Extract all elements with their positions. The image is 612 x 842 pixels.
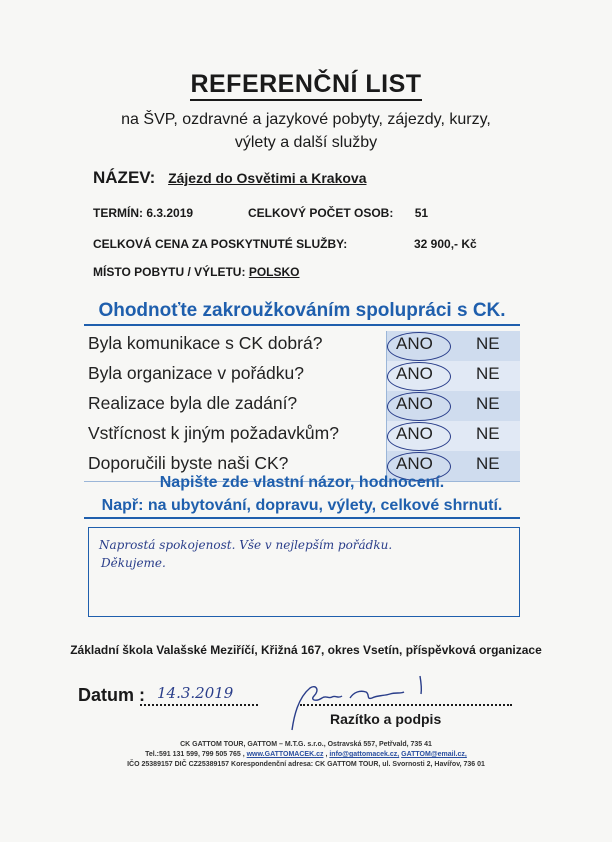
place-value: POLSKO: [248, 265, 300, 279]
signature-label: Razítko a podpis: [330, 711, 442, 727]
opinion-subheading: Např: na ubytování, dopravu, výlety, celkové shrnutí.: [84, 497, 520, 519]
answer-circle-mark: [387, 392, 451, 421]
name-field: [93, 168, 366, 188]
rating-row: [84, 391, 520, 421]
name-value: Zájezd do Osvětimi a Krakova: [168, 170, 367, 186]
footer: [0, 740, 612, 770]
question-text: Byla komunikace s CK dobrá?: [88, 333, 323, 353]
footer-address: CK GATTOM TOUR, GATTOM – M.T.G. s.r.o., Ostravská 557, Petřvald, 735 41: [180, 741, 432, 748]
people-count-field: [248, 206, 428, 220]
page-title: REFERENČNÍ LIST: [0, 70, 612, 99]
term-value: 6.3.2019: [146, 206, 194, 220]
opinion-box[interactable]: [88, 527, 520, 617]
answer-yes[interactable]: ANO: [396, 454, 433, 473]
question-text: Realizace byla dle zadání?: [88, 393, 298, 413]
people-count-label: CELKOVÝ POČET OSOB:: [248, 206, 394, 220]
answer-no[interactable]: NE: [476, 394, 500, 413]
place-field: [93, 265, 299, 279]
term-field: [93, 206, 193, 220]
question-text: Doporučili byste naši CK?: [88, 453, 289, 473]
answer-circle-mark: [387, 332, 451, 361]
footer-phone: Tel.:591 131 599, 799 505 765 ,: [145, 751, 245, 758]
price-label: CELKOVÁ CENA ZA POSKYTNUTÉ SLUŽBY:: [93, 237, 348, 251]
rating-row: [84, 421, 520, 451]
signature-line: [300, 704, 512, 706]
subtitle: na ŠVP, ozdravné a jazykové pobyty, zájezdy, kurzy, výlety a další služby: [121, 111, 491, 151]
date-value: 14.3.2019: [157, 684, 234, 702]
signature-image: [280, 668, 440, 738]
answer-no[interactable]: NE: [476, 364, 500, 383]
answer-yes[interactable]: ANO: [396, 424, 433, 443]
people-count-value: 51: [414, 206, 429, 220]
footer-contacts: [0, 750, 612, 760]
footer-ids: IČO 25389157 DIČ CZ25389157 Korespondenční adresa: CK GATTOM TOUR, ul. Svornosti 2, Havířov, 736 01: [127, 761, 485, 768]
opinion-heading: Napište zde vlastní názor, hodnocení.: [159, 474, 445, 491]
answer-no[interactable]: NE: [476, 424, 500, 443]
footer-separator: ,: [325, 751, 328, 758]
footer-web-link[interactable]: www.GATTOMACEK.cz: [246, 751, 324, 758]
term-label: TERMÍN:: [93, 206, 143, 220]
place-label: MÍSTO POBYTU / VÝLETU:: [93, 265, 246, 279]
date-line: [140, 704, 258, 706]
answer-no[interactable]: NE: [476, 334, 500, 353]
price-value: 32 900,- Kč: [414, 237, 477, 251]
answer-circle-mark: [387, 422, 451, 451]
rating-table: [84, 331, 520, 481]
answer-no[interactable]: NE: [476, 454, 500, 473]
school-name: Základní škola Valašské Meziříčí, Křižná 167, okres Vsetín, příspěvková organizace: [70, 643, 542, 657]
opinion-text-line1: Naprostá spokojenost. Vše v nejlepším pořádku.: [99, 538, 393, 552]
question-text: Vstřícnost k jiným požadavkům?: [88, 423, 339, 443]
name-label: NÁZEV:: [93, 168, 156, 187]
opinion-text-line2: Děkujeme.: [101, 556, 166, 570]
answer-circle-mark: [387, 362, 451, 391]
answer-yes[interactable]: ANO: [396, 394, 433, 413]
answer-yes[interactable]: ANO: [396, 364, 433, 383]
footer-email-link[interactable]: info@gattomacek.cz,: [329, 751, 400, 758]
footer-email-link-2[interactable]: GATTOM@email.cz,: [401, 751, 467, 758]
rating-row: [84, 361, 520, 391]
date-label: Datum :: [78, 685, 145, 705]
answer-yes[interactable]: ANO: [396, 334, 433, 353]
rating-heading: Ohodnoťte zakroužkováním spolupráci s CK.: [84, 300, 520, 326]
rating-row: [84, 331, 520, 361]
question-text: Byla organizace v pořádku?: [88, 363, 304, 383]
